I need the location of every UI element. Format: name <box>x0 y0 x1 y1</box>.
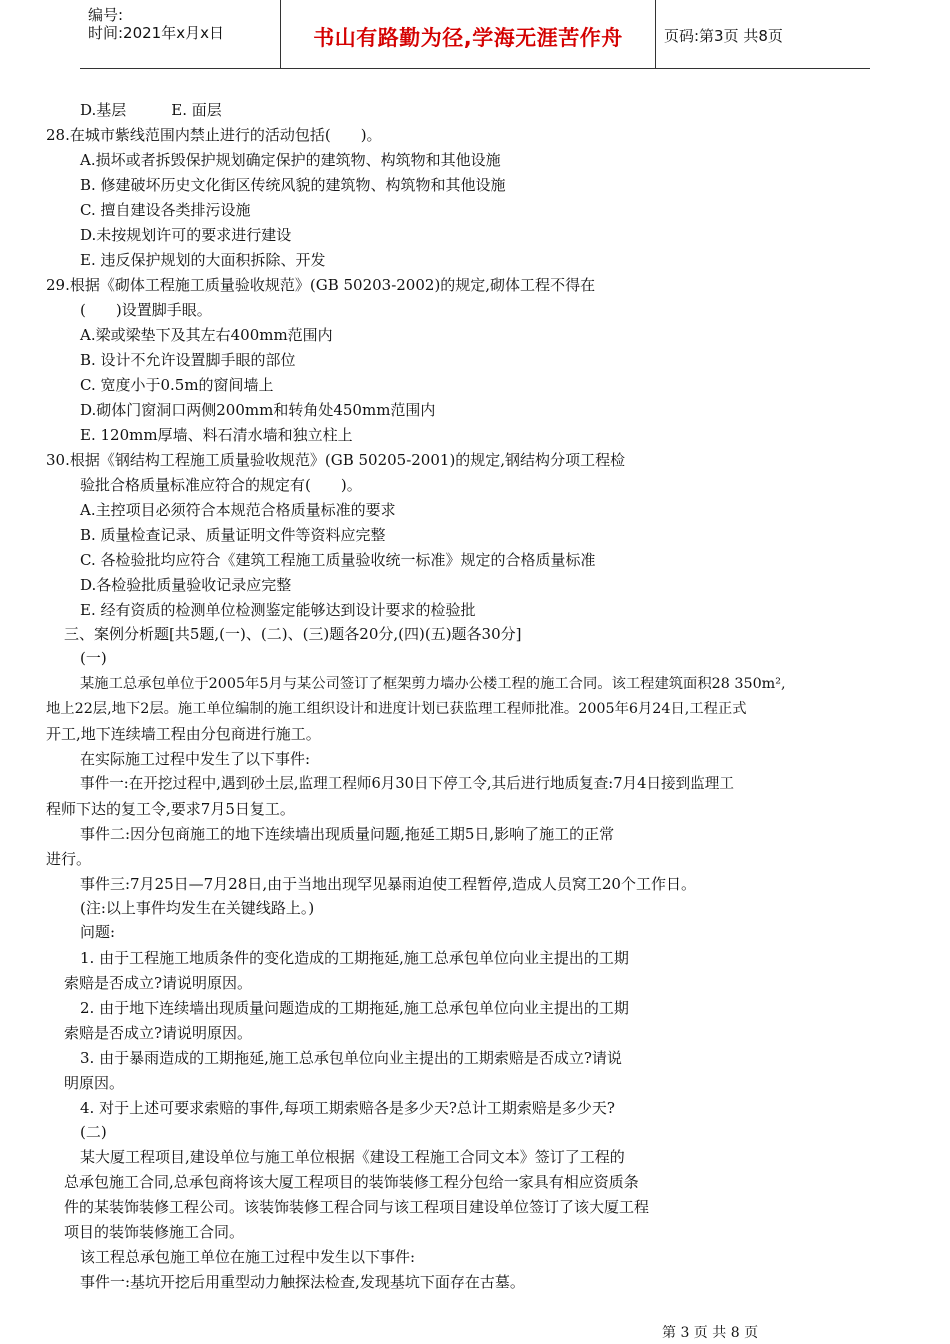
paragraph-line: 事件二:因分包商施工的地下连续墙出现质量问题,拖延工期5日,影响了施工的正常 <box>80 825 615 843</box>
page-header <box>80 0 870 69</box>
question-line: ( )设置脚手眼。 <box>80 301 212 319</box>
paragraph-line: 事件一:在开挖过程中,遇到砂土层,监理工程师6月30日下停工令,其后进行地质复查:7月4日接到监理工 <box>80 775 734 792</box>
option-line: E. 120mm厚墙、料石清水墙和独立柱上 <box>80 426 353 444</box>
option-line: C. 擅自建设各类排污设施 <box>80 201 251 219</box>
option-line: B. 修建破坏历史文化街区传统风貌的建筑物、构筑物和其他设施 <box>80 176 506 194</box>
question-item: 1. 由于工程施工地质条件的变化造成的工期拖延,施工总承包单位向业主提出的工期 <box>80 949 629 967</box>
header-info-cell <box>80 0 281 68</box>
paragraph-line: 该工程总承包施工单位在施工过程中发生以下事件: <box>80 1248 416 1266</box>
header-page-cell <box>656 0 870 68</box>
document-number-label: 编号: <box>88 6 124 24</box>
option-line: D.基层 E. 面层 <box>80 101 222 119</box>
paragraph-line: 某施工总承包单位于2005年5月与某公司签订了框架剪力墙办公楼工程的施工合同。该工程建筑面积28 350m², <box>80 676 786 692</box>
question-item: 索赔是否成立?请说明原因。 <box>64 974 253 992</box>
option-line: D.未按规划许可的要求进行建设 <box>80 226 292 244</box>
paragraph-line: 总承包施工合同,总承包商将该大厦工程项目的装饰装修工程分包给一家具有相应资质条 <box>64 1173 639 1191</box>
option-line: A.损坏或者拆毁保护规划确定保护的建筑物、构筑物和其他设施 <box>80 151 501 169</box>
option-line: B. 设计不允许设置脚手眼的部位 <box>80 351 296 369</box>
page-code: 页码:第3页 共8页 <box>664 27 783 45</box>
paragraph-line: 地上22层,地下2层。施工单位编制的施工组织设计和进度计划已获监理工程师批准。2005年6月24日,工程正式 <box>46 701 747 717</box>
option-line: E. 违反保护规划的大面积拆除、开发 <box>80 251 326 269</box>
question-line: 30.根据《钢结构工程施工质量验收规范》(GB 50205-2001)的规定,钢结构分项工程检 <box>46 451 626 469</box>
option-line: A.主控项目必须符合本规范合格质量标准的要求 <box>80 501 396 519</box>
paragraph-line: 事件一:基坑开挖后用重型动力触探法检查,发现基坑下面存在古墓。 <box>80 1273 525 1291</box>
page-footer: 第 3 页 共 8 页 <box>662 1325 759 1341</box>
option-line: D.各检验批质量验收记录应完整 <box>80 576 292 594</box>
motto-text: 书山有路勤为径,学海无涯苦作舟 <box>313 26 623 50</box>
paragraph-line: 开工,地下连续墙工程由分包商进行施工。 <box>46 725 321 743</box>
option-line: B. 质量检查记录、质量证明文件等资料应完整 <box>80 526 386 544</box>
question-line: 验批合格质量标准应符合的规定有( )。 <box>80 476 362 494</box>
question-item: 2. 由于地下连续墙出现质量问题造成的工期拖延,施工总承包单位向业主提出的工期 <box>80 999 629 1017</box>
question-item: 3. 由于暴雨造成的工期拖延,施工总承包单位向业主提出的工期索赔是否成立?请说 <box>80 1049 622 1067</box>
case-heading: (二) <box>80 1123 107 1141</box>
case-heading: (一) <box>80 649 107 667</box>
question-item: 明原因。 <box>64 1074 125 1092</box>
header-motto-cell <box>281 0 656 68</box>
note-line: (注:以上事件均发生在关键线路上。) <box>80 899 315 917</box>
question-line: 28.在城市紫线范围内禁止进行的活动包括( )。 <box>46 126 382 144</box>
question-item: 4. 对于上述可要求索赔的事件,每项工期索赔各是多少天?总计工期索赔是多少天? <box>80 1099 615 1117</box>
question-line: 29.根据《砌体工程施工质量验收规范》(GB 50203-2002)的规定,砌体工程不得在 <box>46 276 596 294</box>
paragraph-line: 程师下达的复工令,要求7月5日复工。 <box>46 800 295 818</box>
option-line: D.砌体门窗洞口两侧200mm和转角处450mm范围内 <box>80 401 436 419</box>
questions-heading: 问题: <box>80 923 116 941</box>
document-time-label: 时间:2021年x月x日 <box>88 24 224 42</box>
paragraph-line: 在实际施工过程中发生了以下事件: <box>80 750 311 768</box>
paragraph-line: 进行。 <box>46 850 92 868</box>
question-item: 索赔是否成立?请说明原因。 <box>64 1024 253 1042</box>
option-line: E. 经有资质的检测单位检测鉴定能够达到设计要求的检验批 <box>80 601 476 619</box>
paragraph-line: 件的某装饰装修工程公司。该装饰装修工程合同与该工程项目建设单位签订了该大厦工程 <box>64 1198 650 1216</box>
paragraph-line: 事件三:7月25日—7月28日,由于当地出现罕见暴雨迫使工程暂停,造成人员窝工20个工作日。 <box>80 875 696 893</box>
option-line: A.梁或梁垫下及其左右400mm范围内 <box>80 326 333 344</box>
option-line: C. 各检验批均应符合《建筑工程施工质量验收统一标准》规定的合格质量标准 <box>80 551 596 569</box>
paragraph-line: 项目的装饰装修施工合同。 <box>64 1223 245 1241</box>
paragraph-line: 某大厦工程项目,建设单位与施工单位根据《建设工程施工合同文本》签订了工程的 <box>80 1148 625 1166</box>
section-heading: 三、案例分析题[共5题,(一)、(二)、(三)题各20分,(四)(五)题各30分] <box>64 625 522 643</box>
option-line: C. 宽度小于0.5m的窗间墙上 <box>80 376 274 394</box>
